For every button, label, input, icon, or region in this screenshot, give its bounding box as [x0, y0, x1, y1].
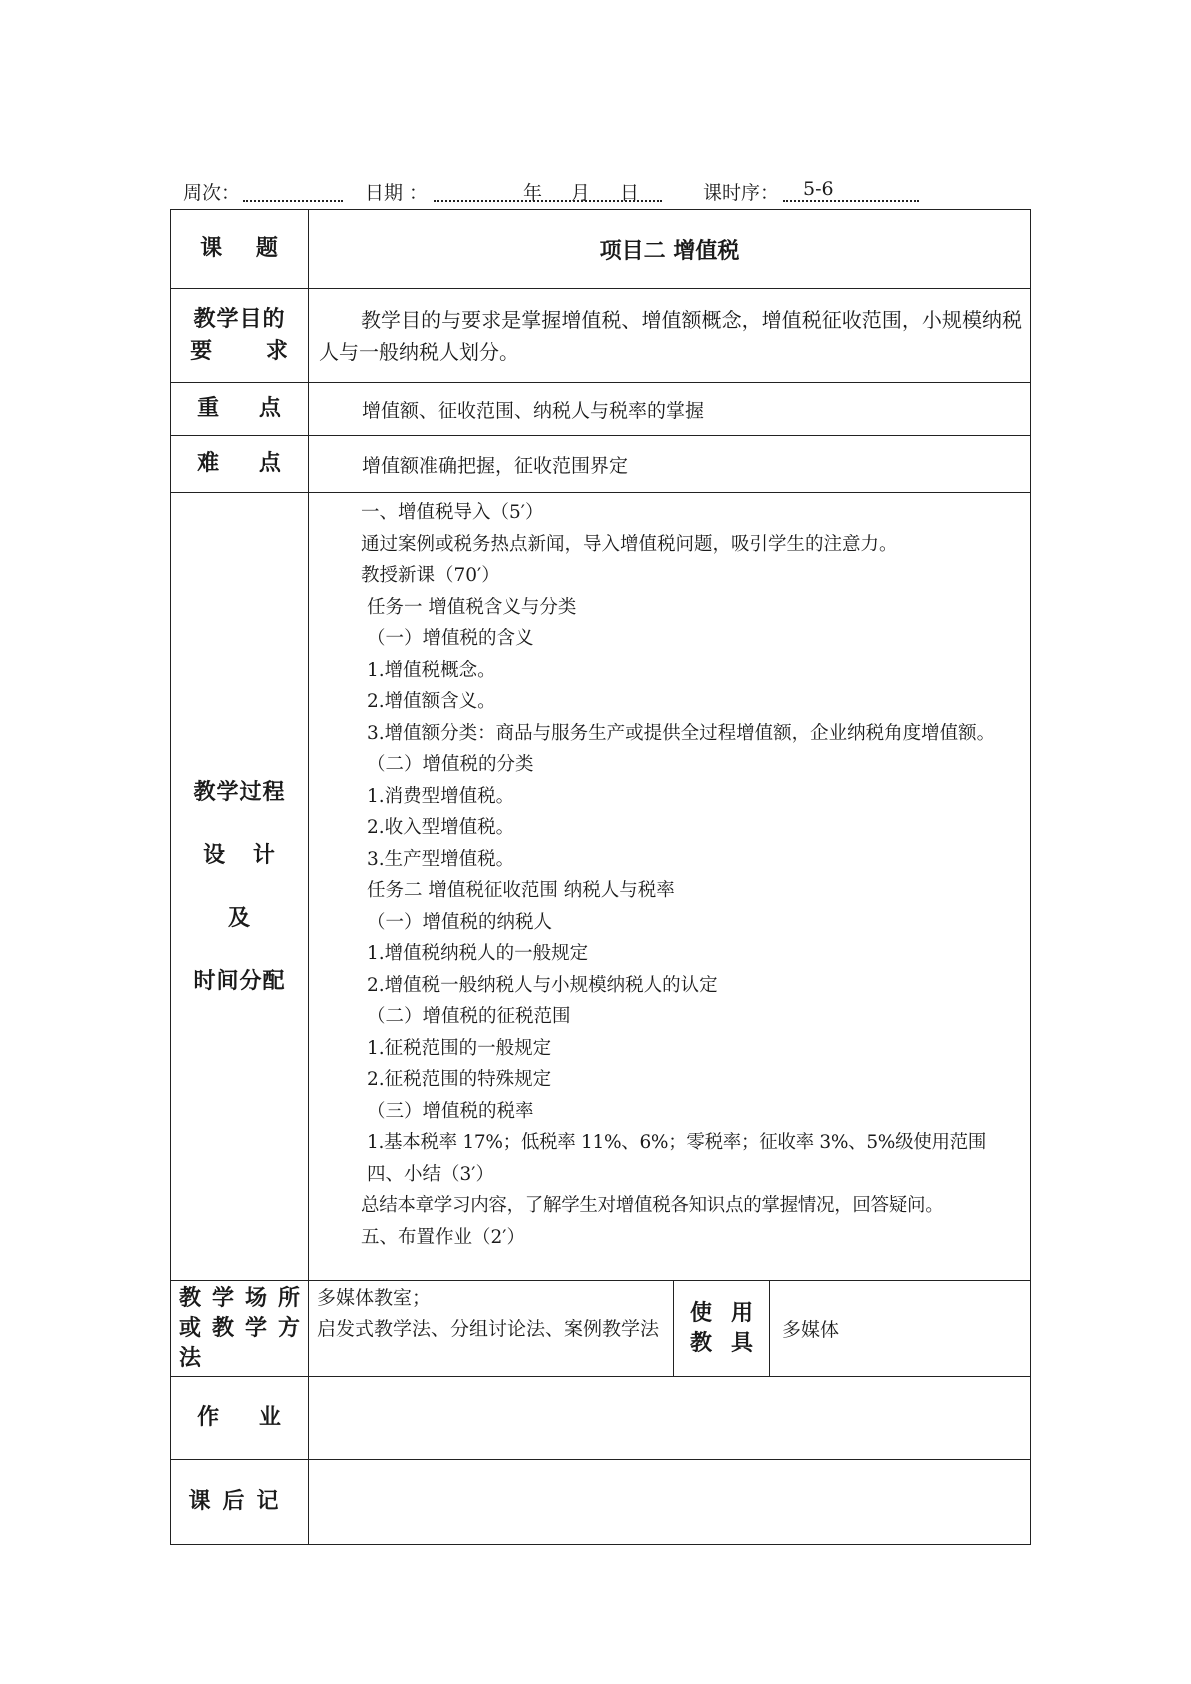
notes-value[interactable]: [309, 1460, 1031, 1545]
process-line-1: 一、增值税导入（5′）: [361, 502, 544, 523]
process-label: [171, 493, 309, 1281]
process-line-17: （二）增值税的征税范围: [367, 1006, 571, 1027]
process-line-15: 1.增值税纳税人的一般规定: [367, 943, 589, 964]
week-field[interactable]: [243, 178, 343, 202]
process-label-line3: 及: [227, 905, 251, 931]
process-label-line2: 设 计: [203, 842, 276, 868]
process-line-4: 任务一 增值税含义与分类: [367, 596, 577, 618]
objective-label-line1: 教学目的: [193, 306, 286, 332]
process-line-16: 2.增值税一般纳税人与小规模纳税人的认定: [367, 974, 718, 996]
tools-value: 多媒体: [770, 1281, 1031, 1377]
method-value: [309, 1281, 674, 1377]
row-process: [171, 493, 1031, 1281]
week-label: 周次：: [183, 182, 241, 204]
process-line-19: 2.征税范围的特殊规定: [367, 1069, 552, 1090]
row-notes: [171, 1460, 1031, 1545]
process-label-line1: 教学过程: [193, 779, 286, 805]
process-line-18: 1.征税范围的一般规定: [367, 1037, 552, 1059]
process-line-6: 1.增值税概念。: [367, 659, 496, 681]
method-label-line1: 教学场所: [179, 1285, 300, 1311]
method-line1: 多媒体教室；: [317, 1287, 432, 1309]
key-point-label-text: 重 点: [197, 396, 282, 421]
process-line-11: 2.收入型增值税。: [367, 817, 515, 838]
period-label: 课时序：: [703, 182, 780, 204]
difficulty-label-text: 难 点: [197, 451, 282, 476]
topic-value: 项目二 增值税: [309, 210, 1031, 289]
process-line-9: （二）增值税的分类: [367, 754, 534, 775]
method-label-line3: 法: [179, 1345, 202, 1371]
tools-label: [674, 1281, 770, 1377]
key-point-value: 增值额、征收范围、纳税人与税率的掌握: [309, 383, 1031, 436]
process-line-10: 1.消费型增值税。: [367, 785, 515, 807]
lesson-plan-table: [170, 209, 1031, 1545]
month-label: 月: [571, 182, 591, 204]
row-key-point: [171, 383, 1031, 436]
difficulty-label: [171, 436, 309, 493]
tools-label-line1: 使 用: [690, 1300, 753, 1326]
row-objective: [171, 289, 1031, 383]
process-content: [309, 493, 1031, 1281]
process-line-24: 五、布置作业（2′）: [361, 1226, 525, 1248]
process-line-23: 总结本章学习内容，了解学生对增值税各知识点的掌握情况，回答疑问。: [361, 1195, 944, 1216]
process-line-20: （三）增值税的税率: [367, 1100, 534, 1122]
method-line2: 启发式教学法、分组讨论法、案例教学法: [317, 1318, 660, 1340]
row-topic: [171, 210, 1031, 289]
objective-value: [309, 289, 1031, 383]
process-line-3: 教授新课（70′）: [361, 565, 500, 586]
process-line-12: 3.生产型增值税。: [367, 848, 515, 870]
tools-label-line2: 教 具: [690, 1330, 753, 1356]
method-label: [171, 1281, 309, 1377]
row-difficulty: [171, 436, 1031, 493]
process-label-line4: 时间分配: [193, 968, 286, 994]
row-homework: [171, 1377, 1031, 1460]
key-point-label: [171, 383, 309, 436]
process-line-8: 3.增值额分类：商品与服务生产或提供全过程增值额，企业纳税角度增值额。: [367, 722, 996, 744]
objective-label: [171, 289, 309, 383]
day-label: 日: [620, 182, 640, 204]
objective-label-line2: 要 求: [190, 338, 289, 364]
process-line-22: 四、小结（3′）: [367, 1163, 494, 1185]
homework-label-text: 作 业: [197, 1405, 282, 1430]
notes-label-text: 课后记: [188, 1489, 291, 1514]
process-line-5: （一）增值税的含义: [367, 628, 534, 649]
period-value: 5-6: [803, 178, 834, 200]
process-line-14: （一）增值税的纳税人: [367, 911, 553, 933]
process-line-13: 任务二 增值税征收范围 纳税人与税率: [367, 880, 675, 901]
lesson-header: [183, 178, 1043, 210]
homework-label: [171, 1377, 309, 1460]
objective-text: 教学目的与要求是掌握增值税、增值额概念，增值税征收范围，小规模纳税人与一般纳税人划分。: [319, 307, 1022, 364]
process-line-2: 通过案例或税务热点新闻，导入增值税问题，吸引学生的注意力。: [361, 533, 898, 555]
method-label-line2: 或教学方: [179, 1315, 300, 1341]
process-line-21: 1.基本税率 17%；低税率 11%、6%；零税率；征收率 3%、5%级使用范围: [367, 1132, 987, 1153]
difficulty-value: 增值额准确把握，征收范围界定: [309, 436, 1031, 493]
topic-label-text: 课 题: [200, 236, 279, 261]
row-method: [171, 1281, 1031, 1377]
year-label: 年: [523, 182, 543, 204]
notes-label: [171, 1460, 309, 1545]
process-line-7: 2.增值额含义。: [367, 691, 496, 712]
homework-value[interactable]: [309, 1377, 1031, 1460]
topic-label: [171, 210, 309, 289]
date-label: 日期 ：: [365, 182, 429, 204]
